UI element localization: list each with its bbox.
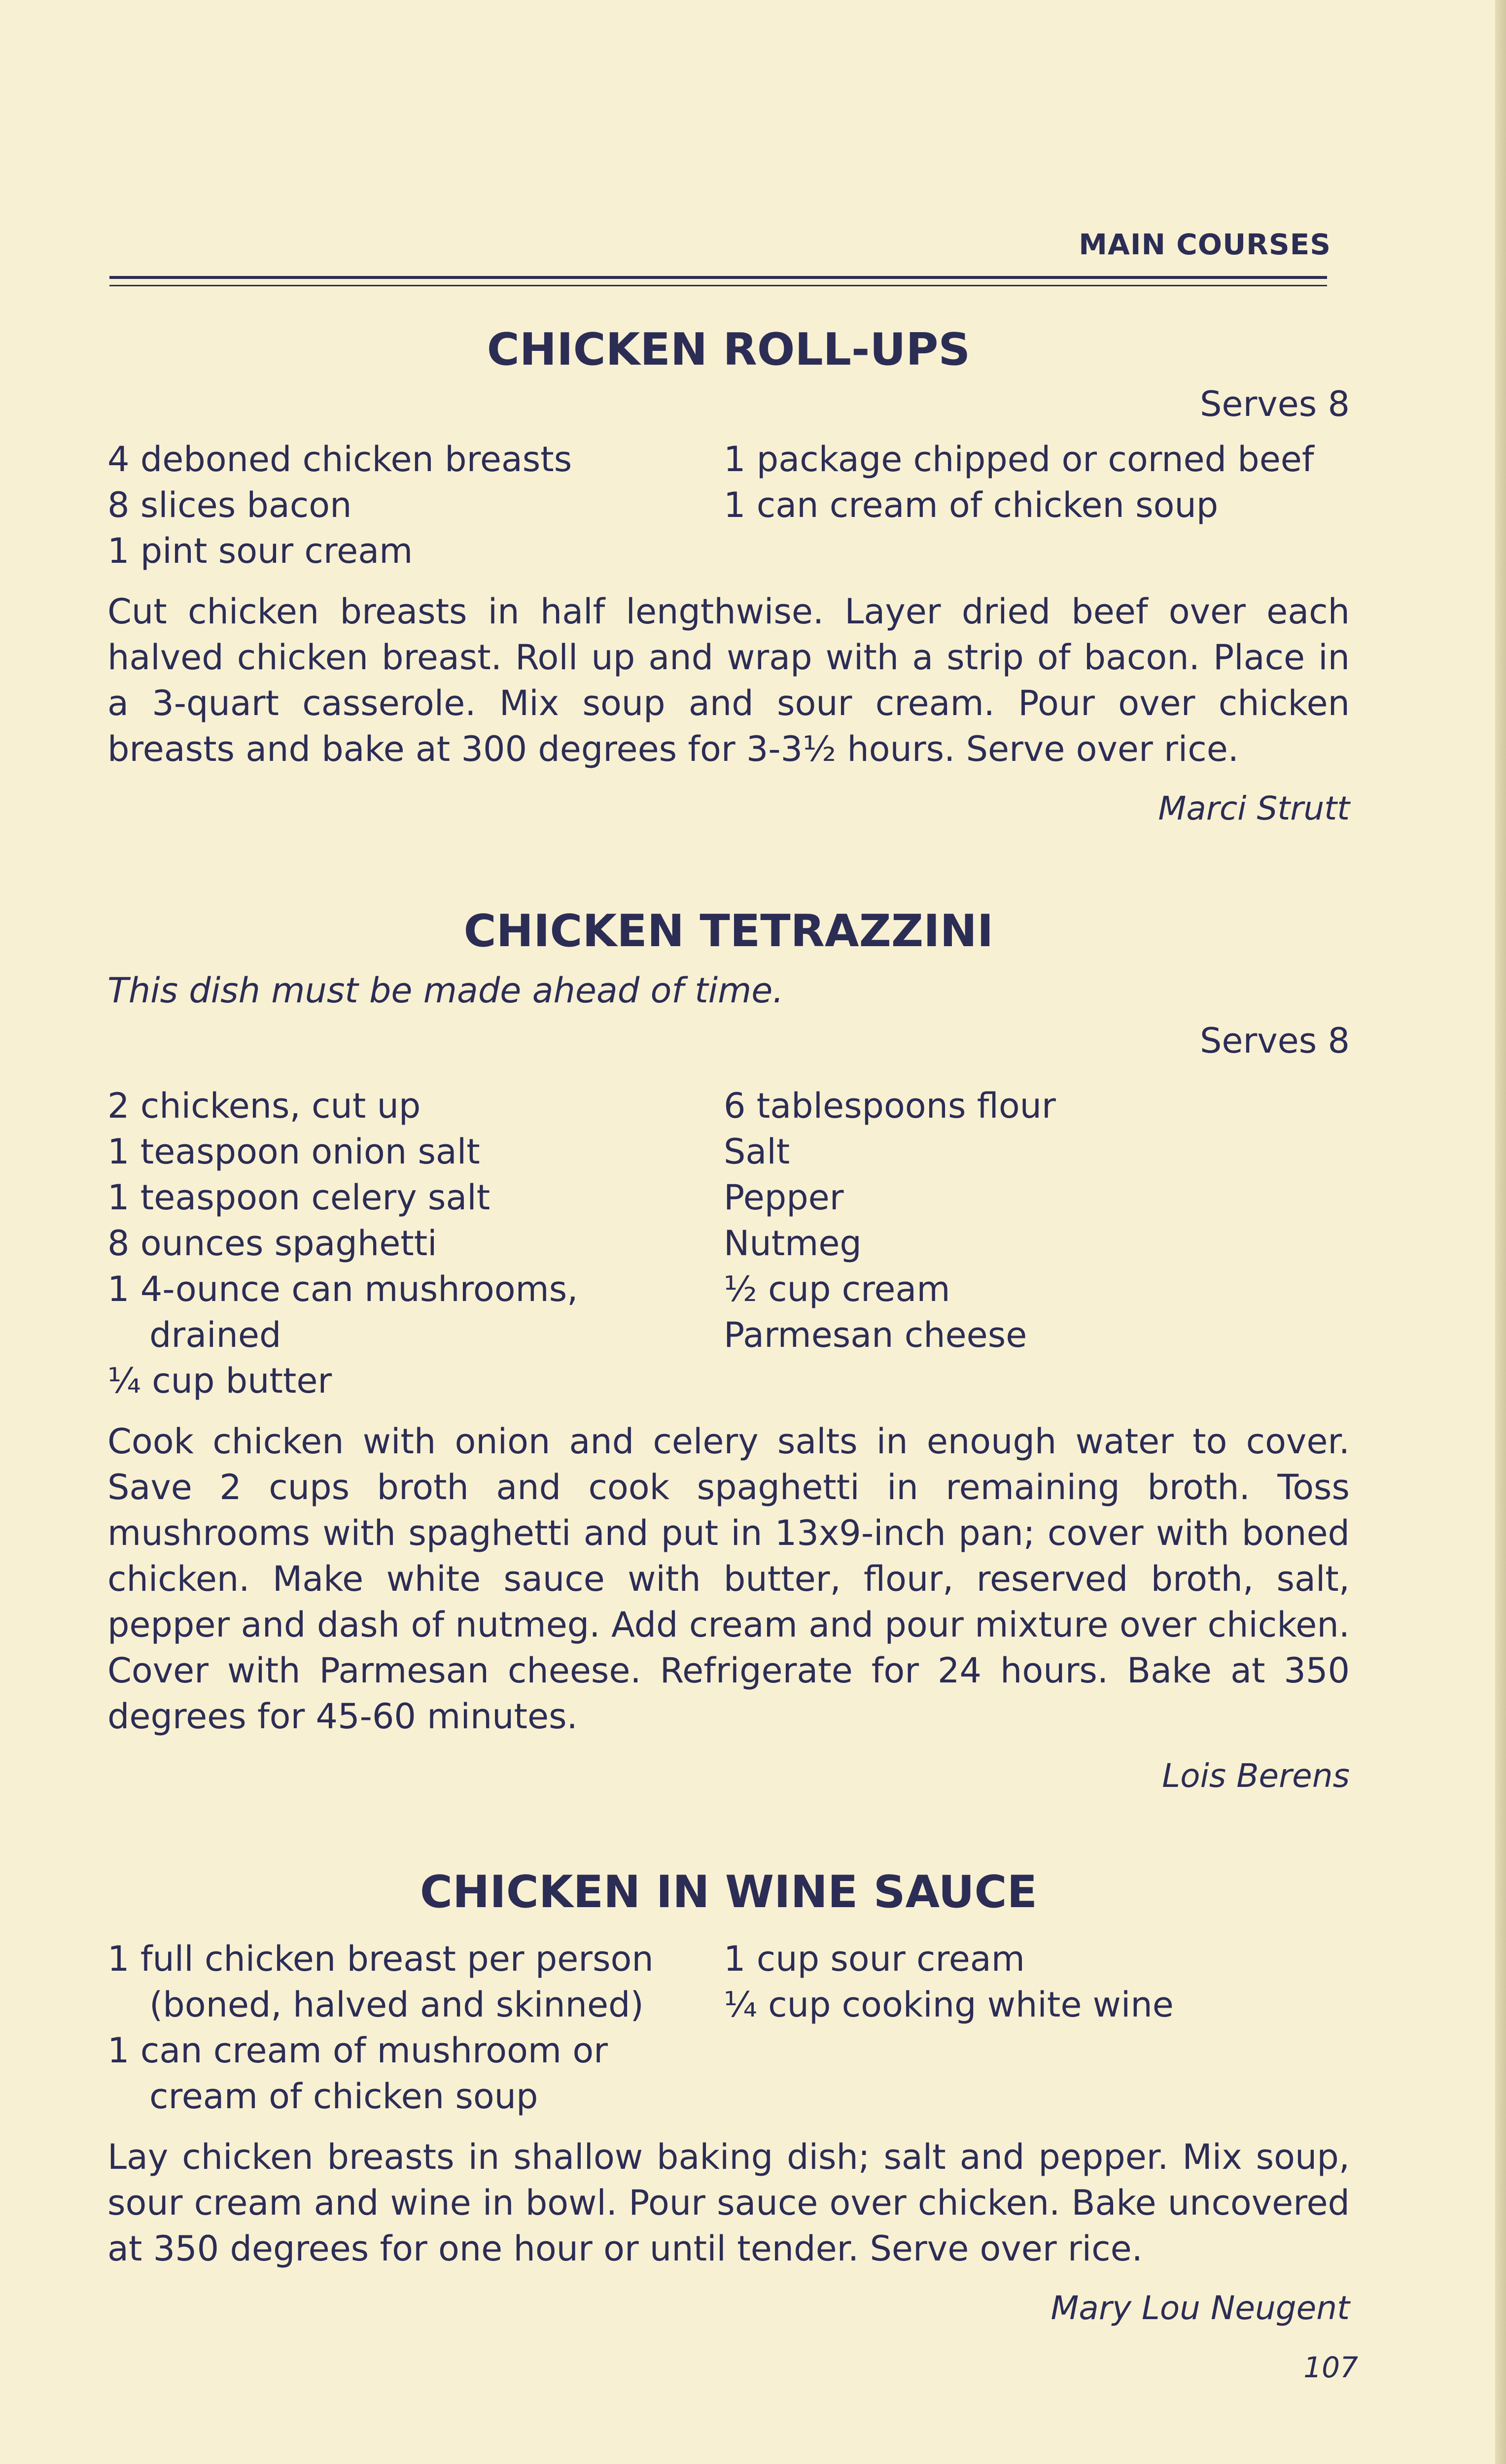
ingredient-column-left bbox=[107, 1083, 724, 1404]
ingredient-column-right bbox=[724, 1936, 1174, 2120]
recipe-author: Mary Lou Neugent bbox=[1051, 2289, 1350, 2327]
ingredient: ¼ cup cooking white wine bbox=[724, 1985, 1174, 2025]
recipe-chicken-in-wine-sauce bbox=[107, 1868, 1350, 2327]
ingredient: 1 can cream of chicken soup bbox=[724, 485, 1219, 525]
ingredient: 8 slices bacon bbox=[107, 485, 352, 525]
ingredient: (boned, halved and skinned) bbox=[149, 1985, 644, 2025]
ingredient: ½ cup cream bbox=[724, 1269, 950, 1309]
ingredient: 1 teaspoon onion salt bbox=[107, 1131, 480, 1172]
section-header: MAIN COURSES bbox=[1079, 228, 1331, 261]
ingredient: 1 can cream of mushroom or bbox=[107, 2030, 608, 2071]
recipe-serves: Serves 8 bbox=[1199, 1021, 1350, 1061]
page-number: 107 bbox=[1303, 2351, 1358, 2384]
ingredient: 1 4-ounce can mushrooms, bbox=[107, 1269, 578, 1309]
ingredient: 8 ounces spaghetti bbox=[107, 1223, 437, 1264]
ingredient-list bbox=[107, 1936, 1350, 2120]
recipe-title: CHICKEN TETRAZZINI bbox=[463, 905, 994, 957]
recipe-note: This dish must be made ahead of time. bbox=[107, 970, 784, 1011]
ingredient: Nutmeg bbox=[724, 1223, 862, 1264]
recipe-title: CHICKEN ROLL-UPS bbox=[487, 324, 971, 376]
recipe-serves: Serves 8 bbox=[1199, 384, 1350, 424]
ingredient-column-right bbox=[724, 1083, 1056, 1404]
ingredient: 1 full chicken breast per person bbox=[107, 1939, 654, 1979]
ingredient: ¼ cup butter bbox=[107, 1361, 332, 1401]
recipe-title: CHICKEN IN WINE SAUCE bbox=[420, 1866, 1038, 1918]
ingredient: 1 cup sour cream bbox=[724, 1939, 1025, 1979]
ingredient: 1 pint sour cream bbox=[107, 531, 413, 571]
ingredient: Pepper bbox=[724, 1177, 844, 1218]
recipe-directions: Lay chicken breasts in shallow baking dish; salt and pepper. Mix soup, sour cream and wine in bowl. Pour sauce over chicken. Bake uncovered at 350 degrees for one hour or until tender. Serve over rice. bbox=[107, 2137, 1350, 2269]
ingredient-list bbox=[107, 1083, 1350, 1404]
ingredient-column-left bbox=[107, 1936, 724, 2120]
page-edge-shadow bbox=[1495, 0, 1506, 2464]
ingredient: 1 teaspoon celery salt bbox=[107, 1177, 490, 1218]
ingredient: 1 package chipped or corned beef bbox=[724, 439, 1314, 479]
ingredient-column-left bbox=[107, 437, 724, 574]
ingredient: Parmesan cheese bbox=[724, 1315, 1027, 1355]
recipe-directions: Cook chicken with onion and celery salts in enough water to cover. Save 2 cups broth and cook spaghetti in remaining broth. Toss mushrooms with spaghetti and put in 13x9-inch pan; cover with boned chicken. Make white sauce with butter, flour, reserved broth, salt, pepper and dash of nutmeg. Add cream and pour mixture over chicken. Cover with Parmesan cheese. Refrigerate for 24 hours. Bake at 350 degrees for 45-60 minutes. bbox=[107, 1421, 1350, 1737]
ingredient: 6 tablespoons flour bbox=[724, 1086, 1056, 1126]
ingredient: 4 deboned chicken breasts bbox=[107, 439, 572, 479]
recipe-chicken-roll-ups bbox=[107, 325, 1350, 827]
header-rule-thick bbox=[109, 276, 1327, 279]
ingredient: 2 chickens, cut up bbox=[107, 1086, 421, 1126]
ingredient: drained bbox=[149, 1315, 281, 1355]
recipe-directions: Cut chicken breasts in half lengthwise. Layer dried beef over each halved chicken breast. Roll up and wrap with a strip of bacon. Place in a 3-quart casserole. Mix soup and sour cream. Pour over chicken breasts and bake at 300 degrees for 3-3½ hours. Serve over rice. bbox=[107, 591, 1350, 769]
ingredient: Salt bbox=[724, 1131, 790, 1172]
ingredient: cream of chicken soup bbox=[149, 2076, 538, 2117]
recipe-author: Lois Berens bbox=[1162, 1757, 1350, 1795]
recipe-author: Marci Strutt bbox=[1158, 789, 1350, 827]
header-rule-thin bbox=[109, 285, 1327, 286]
ingredient-column-right bbox=[724, 437, 1314, 574]
ingredient-list bbox=[107, 437, 1350, 574]
recipe-chicken-tetrazzini bbox=[107, 907, 1350, 1795]
